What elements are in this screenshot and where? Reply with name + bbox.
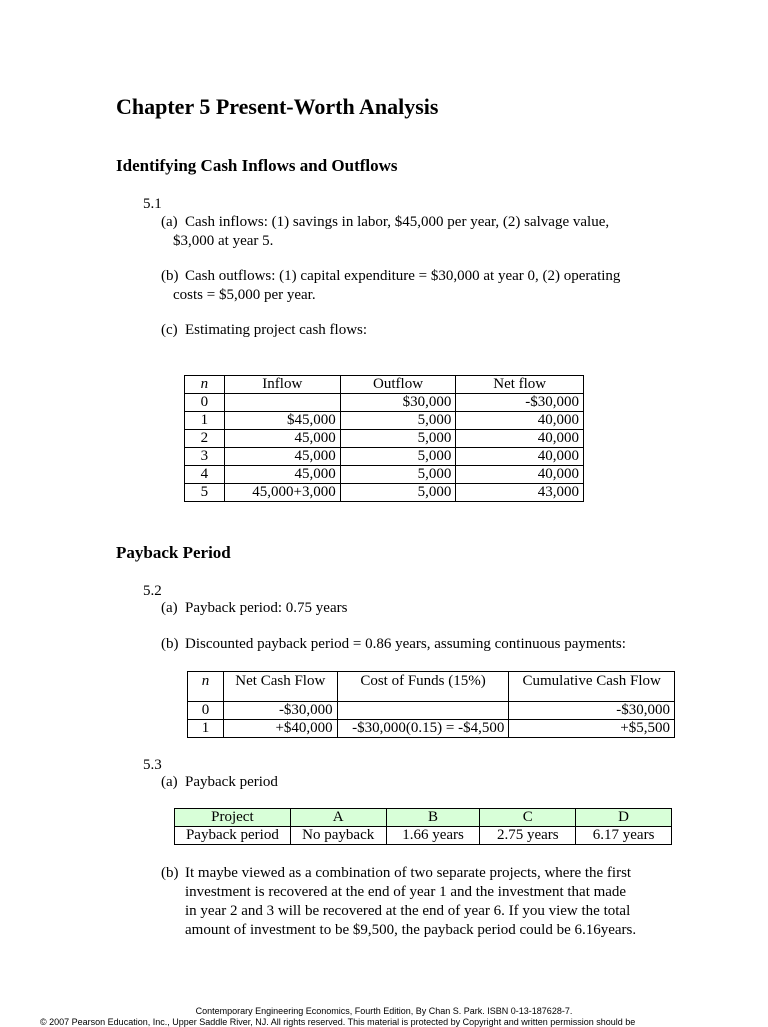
table-cell: -$30,000: [456, 394, 584, 412]
answer-5-2-b: [161, 635, 626, 654]
table-cell: 1: [188, 720, 224, 738]
problem-number: 5.2: [143, 583, 162, 599]
table-row: [185, 484, 584, 502]
table-cell: 40,000: [456, 412, 584, 430]
answer-5-1-a: [161, 213, 661, 251]
table-row: [185, 430, 584, 448]
column-header: A: [290, 809, 386, 827]
table-cell: -$30,000: [223, 702, 337, 720]
table-header-row: [188, 672, 675, 702]
table-cell: 40,000: [456, 430, 584, 448]
table-cell: 5,000: [340, 448, 456, 466]
table-cell: 45,000: [224, 448, 340, 466]
item-text: investment is recovered at the end of year 1 and the investment that made: [185, 884, 627, 900]
item-text: Cash outflows: (1) capital expenditure = $30,000 at year 0, (2) operating: [185, 268, 621, 284]
payback-by-project-table: [174, 808, 672, 845]
discounted-payback-table: [187, 671, 675, 738]
item-text: Discounted payback period = 0.86 years, assuming continuous payments:: [185, 636, 626, 652]
table-cell: 4: [185, 466, 225, 484]
answer-5-3-b: [161, 864, 636, 940]
item-label: (b): [161, 865, 179, 881]
item-label: (c): [161, 322, 178, 338]
table-cell: 45,000: [224, 466, 340, 484]
table-cell: 1.66 years: [386, 827, 480, 845]
problem-number: 5.1: [143, 196, 162, 212]
table-cell: -$30,000: [509, 702, 675, 720]
table-cell: $30,000: [340, 394, 456, 412]
section-heading-cash-flows: Identifying Cash Inflows and Outflows: [116, 156, 398, 175]
table-cell: 0: [185, 394, 225, 412]
item-text: $3,000 at year 5.: [173, 233, 274, 249]
table-cell: 40,000: [456, 448, 584, 466]
table-cell: 45,000: [224, 430, 340, 448]
table-row: [185, 394, 584, 412]
section-heading-payback: Payback Period: [116, 543, 231, 562]
table-cell: 40,000: [456, 466, 584, 484]
table-header-row: [185, 376, 584, 394]
item-text: Cash inflows: (1) savings in labor, $45,000 per year, (2) salvage value,: [185, 214, 610, 230]
item-label: (b): [161, 636, 179, 652]
table-cell: 1: [185, 412, 225, 430]
item-label: (b): [161, 268, 179, 284]
table-cell: 45,000+3,000: [224, 484, 340, 502]
column-header: Outflow: [340, 376, 456, 394]
page-title: Chapter 5 Present-Worth Analysis: [116, 94, 439, 119]
answer-5-1-c: [161, 321, 367, 340]
column-header: Inflow: [224, 376, 340, 394]
table-row: [188, 702, 675, 720]
item-text: Estimating project cash flows:: [185, 322, 368, 338]
table-cell: [224, 394, 340, 412]
answer-5-2-a: [161, 599, 347, 618]
table-cell: 0: [188, 702, 224, 720]
table-cell: 6.17 years: [576, 827, 672, 845]
item-text: amount of investment to be $9,500, the payback period could be 6.16years.: [185, 922, 637, 938]
table-cell: +$5,500: [509, 720, 675, 738]
table-cell: 5,000: [340, 466, 456, 484]
table-cell: 2: [185, 430, 225, 448]
answer-5-3-a: [161, 773, 278, 792]
table-cell: -$30,000(0.15) = -$4,500: [337, 720, 509, 738]
item-label: (a): [161, 214, 178, 230]
column-header: C: [480, 809, 576, 827]
table-cell: 5,000: [340, 412, 456, 430]
item-text: costs = $5,000 per year.: [173, 287, 316, 303]
column-header: B: [386, 809, 480, 827]
item-text: Payback period: 0.75 years: [185, 600, 348, 616]
item-text: It maybe viewed as a combination of two separate projects, where the first: [185, 865, 632, 881]
table-cell: Payback period: [175, 827, 291, 845]
column-header: n: [185, 376, 225, 394]
table-cell: 3: [185, 448, 225, 466]
table-cell: 5: [185, 484, 225, 502]
table-row: [175, 827, 672, 845]
column-header: Net Cash Flow: [223, 672, 337, 702]
table-row: [185, 466, 584, 484]
item-label: (a): [161, 600, 178, 616]
table-row: [188, 720, 675, 738]
item-text: in year 2 and 3 will be recovered at the end of year 6. If you view the total: [185, 903, 631, 919]
column-header: Project: [175, 809, 291, 827]
table-row: [185, 412, 584, 430]
table-cell: 43,000: [456, 484, 584, 502]
column-header: Net flow: [456, 376, 584, 394]
table-cell: 5,000: [340, 430, 456, 448]
item-text: Payback period: [185, 774, 278, 790]
footer-citation: Contemporary Engineering Economics, Fourth Edition, By Chan S. Park. ISBN 0-13-187628-7.: [195, 1006, 573, 1016]
table-cell: 2.75 years: [480, 827, 576, 845]
table-row: [185, 448, 584, 466]
item-label: (a): [161, 774, 178, 790]
column-header: Cumulative Cash Flow: [509, 672, 675, 702]
table-cell: 5,000: [340, 484, 456, 502]
column-header: n: [188, 672, 224, 702]
column-header: Cost of Funds (15%): [337, 672, 509, 702]
column-header: D: [576, 809, 672, 827]
problem-number: 5.3: [143, 757, 162, 773]
cash-flow-table: [184, 375, 584, 502]
table-cell: +$40,000: [223, 720, 337, 738]
table-cell: [337, 702, 509, 720]
table-header-row: [175, 809, 672, 827]
footer-copyright: © 2007 Pearson Education, Inc., Upper Saddle River, NJ. All rights reserved. This material is protected by Copyright and written permission should be: [40, 1017, 636, 1027]
table-cell: No payback: [290, 827, 386, 845]
table-cell: $45,000: [224, 412, 340, 430]
answer-5-1-b: [161, 267, 681, 305]
